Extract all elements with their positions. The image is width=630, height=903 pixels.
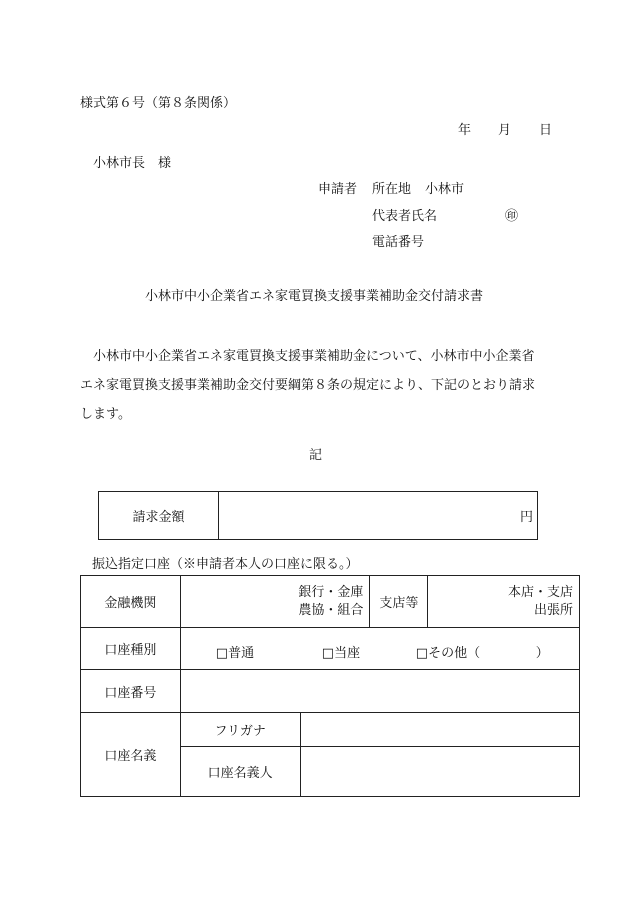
amount-unit: 円 xyxy=(519,510,533,525)
branch-types-2: 出張所 xyxy=(533,602,573,618)
account-number-field[interactable] xyxy=(180,670,579,713)
phone-label: 電話番号 xyxy=(372,235,425,250)
date-day-label: 日 xyxy=(539,123,553,138)
form-number: 様式第６号（第８条関係） xyxy=(80,96,237,111)
representative-label: 代表者氏名 xyxy=(372,209,438,224)
account-holder-label: 口座名義 xyxy=(81,713,181,797)
checkbox-ordinary[interactable]: □普通 xyxy=(215,646,255,661)
account-number-label: 口座番号 xyxy=(81,670,181,713)
bank-name-field[interactable] xyxy=(180,576,370,628)
furigana-field[interactable] xyxy=(300,713,579,747)
branch-types-1: 本店・支店 xyxy=(507,584,573,600)
address-label: 所在地 xyxy=(372,182,412,197)
checkbox-other[interactable]: □その他（ xyxy=(415,646,481,661)
body-line-2: エネ家電買換支援事業補助金交付要綱第８条の規定により、下記のとおり請求 xyxy=(80,378,536,393)
bank-table xyxy=(80,575,580,797)
seal-mark: ㊞ xyxy=(505,209,519,224)
addressee: 小林市長 様 xyxy=(93,156,172,171)
body-line-1: 小林市中小企業省エネ家電買換支援事業補助金について、小林市中小企業省 xyxy=(93,349,535,364)
amount-field[interactable] xyxy=(219,492,538,540)
other-close-paren: ） xyxy=(535,646,549,661)
address-value: 小林市 xyxy=(425,182,465,197)
body-line-3: します。 xyxy=(80,407,131,422)
date-month-label: 月 xyxy=(498,123,512,138)
bank-types-2: 農協・組合 xyxy=(298,602,364,618)
body-paragraph xyxy=(80,342,560,429)
bank-types-1: 銀行・金庫 xyxy=(298,584,364,600)
document-title: 小林市中小企業省エネ家電買換支援事業補助金交付請求書 xyxy=(145,289,484,304)
account-type-label: 口座種別 xyxy=(81,628,181,670)
checkbox-current[interactable]: □当座 xyxy=(321,646,361,661)
holder-name-field[interactable] xyxy=(300,747,579,797)
amount-table xyxy=(98,491,538,540)
holder-name-label: 口座名義人 xyxy=(180,747,300,797)
applicant-label: 申請者 xyxy=(318,182,358,197)
branch-name-field[interactable] xyxy=(428,576,580,628)
furigana-label: フリガナ xyxy=(180,713,300,747)
account-type-options xyxy=(180,628,579,670)
institution-label: 金融機関 xyxy=(81,576,181,628)
bank-caption: 振込指定口座（※申請者本人の口座に限る。） xyxy=(92,557,359,572)
branch-label: 支店等 xyxy=(370,576,428,628)
date-year-label: 年 xyxy=(458,123,472,138)
amount-label: 請求金額 xyxy=(99,492,219,540)
ki-heading: 記 xyxy=(309,448,323,463)
